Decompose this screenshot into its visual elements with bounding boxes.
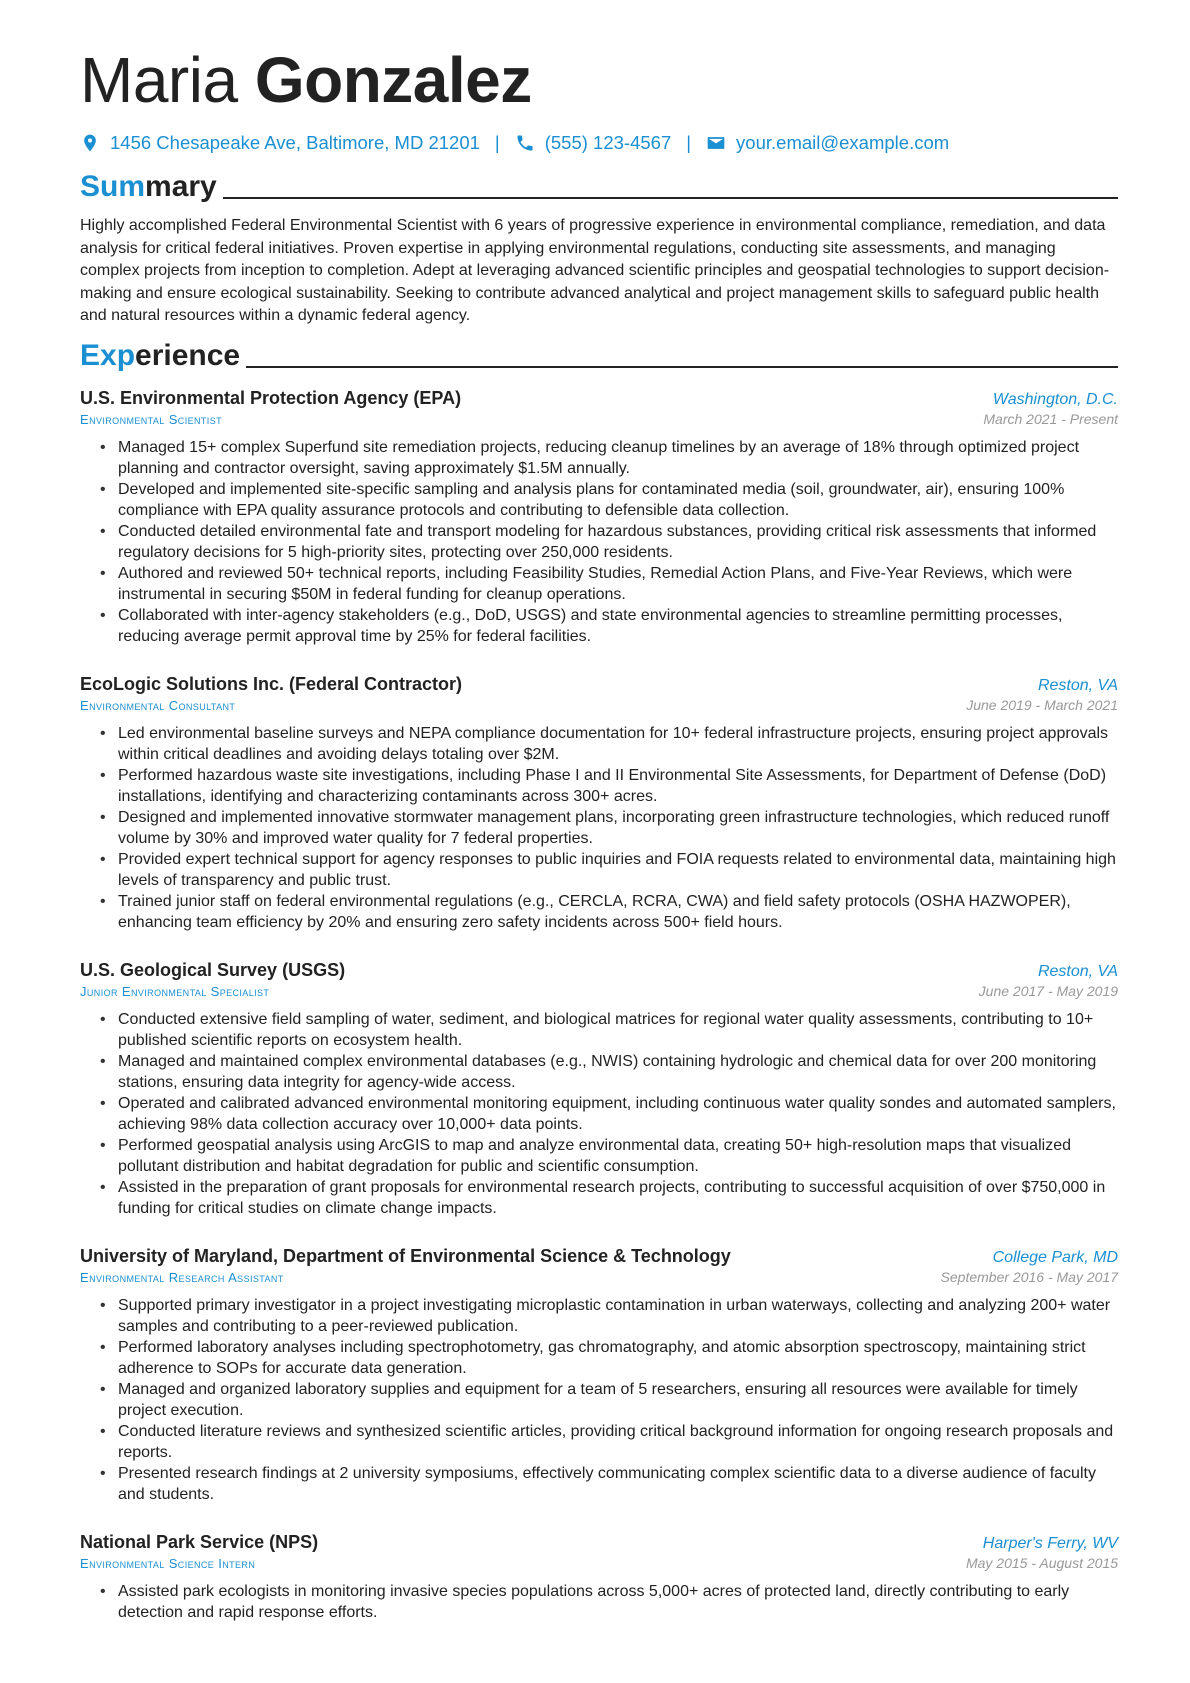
job-entry: [80, 388, 1118, 647]
list-item: • Developed and implemented site-specific sampling and analysis plans for contaminated media (soil, groundwater, air), ensuring 100% compliance with EPA quality assurance protocols and contributing to defensible data collection.: [118, 479, 1118, 521]
job-dates: May 2015 - August 2015: [965, 1555, 1118, 1571]
section-title: Summary: [80, 170, 217, 203]
list-item: • Provided expert technical support for agency responses to public inquiries and FOIA requests related to environmental data, maintaining high levels of transparency and public trust.: [118, 849, 1118, 891]
list-item: • Led environmental baseline surveys and NEPA compliance documentation for 10+ federal infrastructure projects, ensuring project approvals within critical deadlines and avoiding delays totaling over $2M.: [118, 723, 1118, 765]
job-org: National Park Service (NPS): [80, 1532, 319, 1552]
list-item: • Managed and organized laboratory supplies and equipment for a team of 5 researchers, ensuring all resources were available for timely project execution.: [118, 1379, 1118, 1421]
list-item: • Assisted in the preparation of grant proposals for environmental research projects, contributing to successful acquisition of over $750,000 in funding for critical studies on climate change impacts.: [118, 1177, 1118, 1219]
list-item: • Supported primary investigator in a project investigating microplastic contamination in urban waterways, collecting and analyzing 200+ water samples and contributing to a peer-reviewed publication.: [118, 1295, 1118, 1337]
job-dates: March 2021 - Present: [983, 411, 1118, 427]
job-org: University of Maryland, Department of Environmental Science & Technology: [80, 1246, 731, 1266]
list-item: • Conducted detailed environmental fate and transport modeling for hazardous substances, providing critical risk assessments that informed regulatory decisions for 5 high-priority sites, protecting over 250,000 residents.: [118, 521, 1118, 563]
job-bullets: [80, 1581, 1118, 1623]
last-name: Gonzalez: [254, 44, 532, 116]
candidate-name: [80, 40, 532, 120]
job-location: Reston, VA: [1037, 677, 1118, 694]
list-item: • Trained junior staff on federal environmental regulations (e.g., CERCLA, RCRA, CWA) and field safety protocols (OSHA HAZWOPER), enhancing team efficiency by 20% and ensuring zero safety incidents across 500+ field hours.: [118, 891, 1118, 933]
address-text: 1456 Chesapeake Ave, Baltimore, MD 21201: [110, 132, 480, 153]
section-title: Experience: [80, 339, 241, 372]
phone-text[interactable]: (555) 123-4567: [544, 132, 672, 153]
summary-text: Highly accomplished Federal Environmental Scientist with 6 years of progressive experience in environmental compliance, remediation, and data analysis for critical federal initiatives. Proven expertise in applying environmental regulations, conducting site assessments, and managing complex projects from inception to completion. Adept at leveraging advanced scientific principles and geospatial technologies to support decision-making and ensure ecological sustainability. Seeking to contribute advanced analytical and project management skills to safeguard public health and natural resources within a dynamic federal agency.: [80, 217, 1110, 325]
section-rule: [246, 366, 1118, 368]
job-role: Environmental Consultant: [80, 698, 236, 713]
summary-heading: [80, 170, 1118, 204]
list-item: • Performed laboratory analyses including spectrophotometry, gas chromatography, and atomic absorption spectroscopy, maintaining strict adherence to SOPs for accurate data generation.: [118, 1337, 1118, 1379]
list-item: • Presented research findings at 2 university symposiums, effectively communicating complex scientific data to a diverse audience of faculty and students.: [118, 1463, 1118, 1505]
list-item: • Operated and calibrated advanced environmental monitoring equipment, including continuous water quality sondes and automated samplers, achieving 98% data collection accuracy over 10,000+ data points.: [118, 1093, 1118, 1135]
job-bullets: [80, 723, 1118, 933]
list-item: • Assisted park ecologists in monitoring invasive species populations across 5,000+ acres of protected land, directly contributing to early detection and rapid response efforts.: [118, 1581, 1118, 1623]
job-role: Environmental Science Intern: [80, 1556, 256, 1571]
job-location: Reston, VA: [1037, 963, 1118, 980]
list-item: • Authored and reviewed 50+ technical reports, including Feasibility Studies, Remedial Action Plans, and Five-Year Reviews, which were instrumental in securing $50M in federal funding for cleanup operations.: [118, 563, 1118, 605]
list-item: • Collaborated with inter-agency stakeholders (e.g., DoD, USGS) and state environmental agencies to streamline permitting processes, reducing average permit approval time by 25% for federal facilities.: [118, 605, 1118, 647]
contact-separator: |: [686, 132, 692, 153]
job-bullets: [80, 1009, 1118, 1219]
job-role: Environmental Research Assistant: [80, 1270, 284, 1285]
job-role: Junior Environmental Specialist: [80, 984, 270, 999]
job-org: U.S. Environmental Protection Agency (EPA): [80, 388, 462, 408]
first-name: Maria: [80, 44, 238, 116]
experience-heading: [80, 339, 1118, 373]
job-location: Harper's Ferry, WV: [982, 1535, 1118, 1552]
contact-separator: |: [494, 132, 500, 153]
section-rule: [223, 197, 1118, 199]
list-item: • Conducted literature reviews and synthesized scientific articles, providing critical background information for ongoing research proposals and reports.: [118, 1421, 1118, 1463]
list-item: • Managed 15+ complex Superfund site remediation projects, reducing cleanup timelines by an average of 18% through optimized project planning and contractor oversight, saving approximately $1.5M annually.: [118, 437, 1118, 479]
job-dates: June 2019 - March 2021: [966, 697, 1118, 713]
email-link[interactable]: your.email@example.com: [736, 132, 950, 153]
job-entry: [80, 674, 1118, 933]
job-org: U.S. Geological Survey (USGS): [80, 960, 346, 980]
list-item: • Conducted extensive field sampling of water, sediment, and biological matrices for regional water quality assessments, contributing to 10+ published scientific reports on ecosystem health.: [118, 1009, 1118, 1051]
job-location: College Park, MD: [992, 1249, 1118, 1266]
job-entry: [80, 960, 1118, 1219]
phone-icon: [515, 133, 535, 153]
job-entry: [80, 1246, 1118, 1505]
contact-line: [80, 132, 949, 154]
job-dates: June 2017 - May 2019: [978, 983, 1118, 999]
job-bullets: [80, 1295, 1118, 1505]
job-location: Washington, D.C.: [992, 391, 1118, 408]
job-entry: [80, 1532, 1118, 1623]
list-item: • Managed and maintained complex environmental databases (e.g., NWIS) containing hydrologic and chemical data for over 200 monitoring stations, ensuring data integrity for agency-wide access.: [118, 1051, 1118, 1093]
list-item: • Performed hazardous waste site investigations, including Phase I and II Environmental Site Assessments, for Department of Defense (DoD) installations, identifying and characterizing contaminants across 300+ acres.: [118, 765, 1118, 807]
list-item: • Performed geospatial analysis using ArcGIS to map and analyze environmental data, creating 50+ high-resolution maps that visualized pollutant distribution and habitat degradation for public and scientific consumption.: [118, 1135, 1118, 1177]
job-org: EcoLogic Solutions Inc. (Federal Contractor): [80, 674, 463, 694]
job-bullets: [80, 437, 1118, 647]
job-dates: September 2016 - May 2017: [940, 1269, 1118, 1285]
job-role: Environmental Scientist: [80, 412, 222, 427]
list-item: • Designed and implemented innovative stormwater management plans, incorporating green infrastructure technologies, which reduced runoff volume by 30% and improved water quality for 7 federal properties.: [118, 807, 1118, 849]
map-pin-icon: [80, 133, 100, 153]
envelope-icon: [706, 133, 726, 153]
